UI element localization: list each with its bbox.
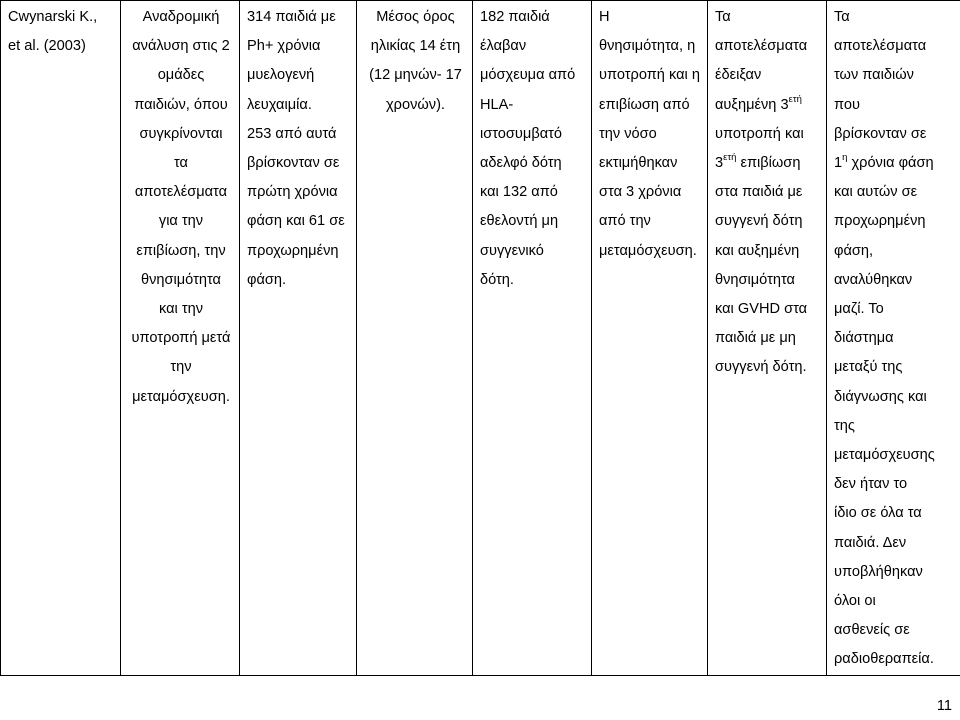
cell-line (715, 295, 821, 324)
cell-line (128, 91, 234, 120)
cell-line (834, 3, 956, 32)
cell-line (480, 237, 586, 266)
cell-line-text: υποτροπή και (715, 125, 804, 142)
cell-line-text: διάστημα (834, 330, 894, 347)
cell-line (834, 120, 956, 149)
cell-line-text: ραδιοθεραπεία. (834, 651, 934, 668)
cell-line-text: συγγενή δότη (715, 213, 803, 230)
cell-line-text: παιδιά. Δεν (834, 534, 907, 551)
cell-line-text: για την (158, 213, 204, 230)
cell-line (834, 237, 956, 266)
cell-line-text: επιβίωση, την (136, 242, 226, 259)
cell-line-text: εκτιμήθηκαν (599, 155, 678, 172)
cell-line-text: πρώτη χρόνια (247, 184, 338, 201)
cell-line (834, 412, 956, 441)
cell-line (834, 383, 956, 412)
cell-line-text: της (834, 417, 855, 434)
cell-line-text: φάση, (834, 242, 874, 259)
cell-line (834, 529, 956, 558)
cell-line-text: επιβίωση από (599, 96, 690, 113)
cell-line (128, 3, 234, 32)
cell-line-text: βρίσκονταν σε (834, 125, 927, 142)
cell-line (834, 207, 956, 236)
cell-line-text: προχωρημένη (247, 242, 339, 259)
cell-line-text: ομάδες (157, 67, 205, 84)
cell-line (599, 32, 702, 61)
cell-line-text: Τα (834, 9, 850, 25)
cell-line-text: θνησιμότητα (141, 271, 221, 288)
cell-line (364, 91, 467, 120)
cell-line (834, 353, 956, 382)
cell-line (599, 149, 702, 178)
cell-line-text: υποτροπή μετά (131, 330, 231, 347)
cell-study-author (1, 1, 121, 676)
cell-line-text: και 132 από (480, 184, 558, 201)
cell-line-text: μεταμόσχευσης (834, 447, 935, 464)
cell-line (599, 237, 702, 266)
cell-line-text: αποτελέσματα (834, 38, 927, 55)
cell-line-text: μεταμόσχευση. (599, 242, 697, 259)
cell-line (480, 266, 586, 295)
cell-line (8, 32, 115, 61)
cell-line-text: 3 (715, 155, 724, 172)
cell-line-text: δεν ήταν το (834, 476, 908, 493)
superscript: ετή (788, 93, 802, 105)
cell-line-text: συγγενικό (480, 242, 544, 259)
cell-line-text: αποτελέσματα (715, 38, 808, 55)
cell-line (599, 61, 702, 90)
cell-line (480, 149, 586, 178)
cell-line (480, 178, 586, 207)
cell-line (715, 237, 821, 266)
cell-line-text: και αυτών σε (834, 184, 918, 201)
cell-study-design (121, 1, 240, 676)
cell-line (480, 61, 586, 90)
cell-comments (827, 1, 960, 676)
cell-line-text: στα παιδιά με (715, 184, 803, 201)
cell-line-text: ασθενείς σε (834, 622, 910, 639)
cell-line-tail: χρόνια φάση (847, 155, 934, 172)
cell-line-text: Μέσος όρος (376, 9, 455, 25)
cell-line (834, 499, 956, 528)
cell-line-text: αδελφό δότη (480, 155, 562, 172)
cell-line (834, 149, 956, 178)
cell-line-text: συγκρίνονται (139, 125, 223, 142)
cell-line-text: φάση και 61 σε (247, 213, 345, 230)
cell-line-text: 314 παιδιά με (247, 9, 336, 25)
cell-line-text: την (170, 359, 192, 376)
cell-line-text: μόσχευμα από (480, 67, 576, 84)
cell-line (128, 324, 234, 353)
superscript: ετή (723, 152, 737, 164)
cell-line (480, 120, 586, 149)
cell-intervention (473, 1, 592, 676)
cell-line (715, 120, 821, 149)
cell-line-text: εθελοντή μη (480, 213, 559, 230)
cell-line (715, 207, 821, 236)
cell-line-text: στα 3 χρόνια (599, 184, 682, 201)
cell-line-text: από την (599, 213, 651, 230)
cell-line-text: Cwynarski K., (8, 9, 98, 25)
cell-line (128, 120, 234, 149)
cell-line-text: Τα (715, 9, 731, 25)
cell-line-text: Αναδρομική (142, 9, 220, 25)
cell-line-text: et al. (2003) (8, 38, 86, 55)
cell-line-text: δότη. (480, 271, 514, 288)
cell-line (715, 32, 821, 61)
cell-results (708, 1, 827, 676)
cell-line (715, 178, 821, 207)
cell-line-text: 253 από αυτά (247, 125, 337, 142)
cell-line (128, 237, 234, 266)
cell-line (834, 587, 956, 616)
cell-line (128, 32, 234, 61)
cell-line (247, 178, 351, 207)
cell-line (834, 266, 956, 295)
table-row (1, 1, 960, 676)
cell-line-text: ηλικίας 14 έτη (370, 38, 461, 55)
cell-line (364, 3, 467, 32)
cell-line-text: τα (174, 155, 188, 172)
cell-line (128, 207, 234, 236)
cell-line (247, 32, 351, 61)
cell-line-text: θνησιμότητα (715, 271, 795, 288)
cell-age (357, 1, 473, 676)
cell-line (834, 441, 956, 470)
cell-line (247, 207, 351, 236)
cell-line-text: θνησιμότητα, η (599, 38, 696, 55)
cell-line-text: έδειξαν (715, 67, 762, 84)
cell-line (247, 3, 351, 32)
cell-line (480, 91, 586, 120)
cell-line-text: την νόσο (599, 125, 657, 142)
cell-line (834, 295, 956, 324)
cell-line-text: μυελογενή (247, 67, 315, 84)
cell-line (128, 295, 234, 324)
cell-line (599, 3, 702, 32)
cell-line-text: μαζί. Το (834, 301, 884, 318)
cell-line-text: ίδιο σε όλα τα (834, 505, 922, 522)
cell-line (834, 645, 956, 674)
cell-line (8, 3, 115, 32)
cell-line-text: μεταξύ της (834, 359, 903, 376)
cell-line-text: παιδιά με μη (715, 330, 796, 347)
cell-line (834, 61, 956, 90)
cell-line (128, 61, 234, 90)
cell-line-text: χρονών). (386, 96, 445, 113)
cell-line (715, 3, 821, 32)
cell-line (715, 91, 821, 120)
cell-line-text: αποτελέσματα (134, 184, 228, 201)
cell-line-text: και GVHD στα (715, 301, 808, 318)
cell-line-text: λευχαιμία. (247, 96, 312, 113)
cell-line (247, 149, 351, 178)
cell-line (599, 178, 702, 207)
cell-line-text: βρίσκονταν σε (247, 155, 340, 172)
cell-line-text: υποτροπή και η (599, 67, 700, 84)
cell-line (247, 120, 351, 149)
cell-line-text: διάγνωσης και (834, 388, 927, 405)
cell-line-text: ιστοσυμβατό (480, 125, 563, 142)
superscript: η (842, 152, 848, 164)
cell-line (364, 32, 467, 61)
cell-line (599, 120, 702, 149)
cell-line (247, 266, 351, 295)
cell-line (247, 61, 351, 90)
cell-line (599, 91, 702, 120)
cell-line-text: υποβλήθηκαν (834, 563, 923, 580)
cell-line-text: προχωρημένη (834, 213, 926, 230)
cell-line-text: μεταμόσχευση. (132, 388, 230, 405)
cell-line-text: παιδιών, όπου (134, 96, 228, 113)
cell-line (128, 266, 234, 295)
cell-line-text: HLA- (480, 96, 514, 113)
cell-line-text: φάση. (247, 271, 287, 288)
cell-line (480, 3, 586, 32)
cell-line-text: (12 μηνών- 17 (369, 67, 462, 84)
cell-outcomes (592, 1, 708, 676)
cell-line (834, 178, 956, 207)
cell-line-text: που (834, 96, 860, 113)
cell-line-text: 182 παιδιά (480, 9, 550, 25)
cell-line (715, 149, 821, 178)
cell-line (247, 91, 351, 120)
cell-line (715, 61, 821, 90)
cell-line-text: των παιδιών (834, 67, 914, 84)
cell-line-text: αυξημένη 3 (715, 96, 789, 113)
cell-line-text: και την (158, 301, 204, 318)
cell-line-text: συγγενή δότη. (715, 359, 807, 376)
cell-line (834, 324, 956, 353)
cell-line (364, 61, 467, 90)
cell-line (128, 149, 234, 178)
cell-population (240, 1, 357, 676)
cell-line-text: Η (599, 9, 610, 25)
cell-line (834, 616, 956, 645)
cell-line (247, 237, 351, 266)
cell-line-text: και αυξημένη (715, 242, 800, 259)
page-number: 11 (936, 698, 952, 714)
cell-line (834, 91, 956, 120)
cell-line (715, 353, 821, 382)
cell-line (480, 207, 586, 236)
cell-line (834, 558, 956, 587)
cell-line-text: αναλύθηκαν (834, 271, 913, 288)
cell-line (834, 32, 956, 61)
cell-line-tail: επιβίωση (736, 155, 801, 172)
cell-line (715, 324, 821, 353)
cell-line-text: Ph+ χρόνια (247, 38, 321, 55)
cell-line-text: όλοι οι (834, 593, 876, 610)
cell-line (128, 353, 234, 382)
cell-line (480, 32, 586, 61)
cell-line (128, 178, 234, 207)
cell-line (715, 266, 821, 295)
cell-line (834, 470, 956, 499)
cell-line-text: ανάλυση στις 2 (132, 38, 230, 55)
cell-line (599, 207, 702, 236)
cell-line-text: 1 (834, 155, 843, 172)
cell-line-text: έλαβαν (480, 38, 527, 55)
cell-line (128, 383, 234, 412)
